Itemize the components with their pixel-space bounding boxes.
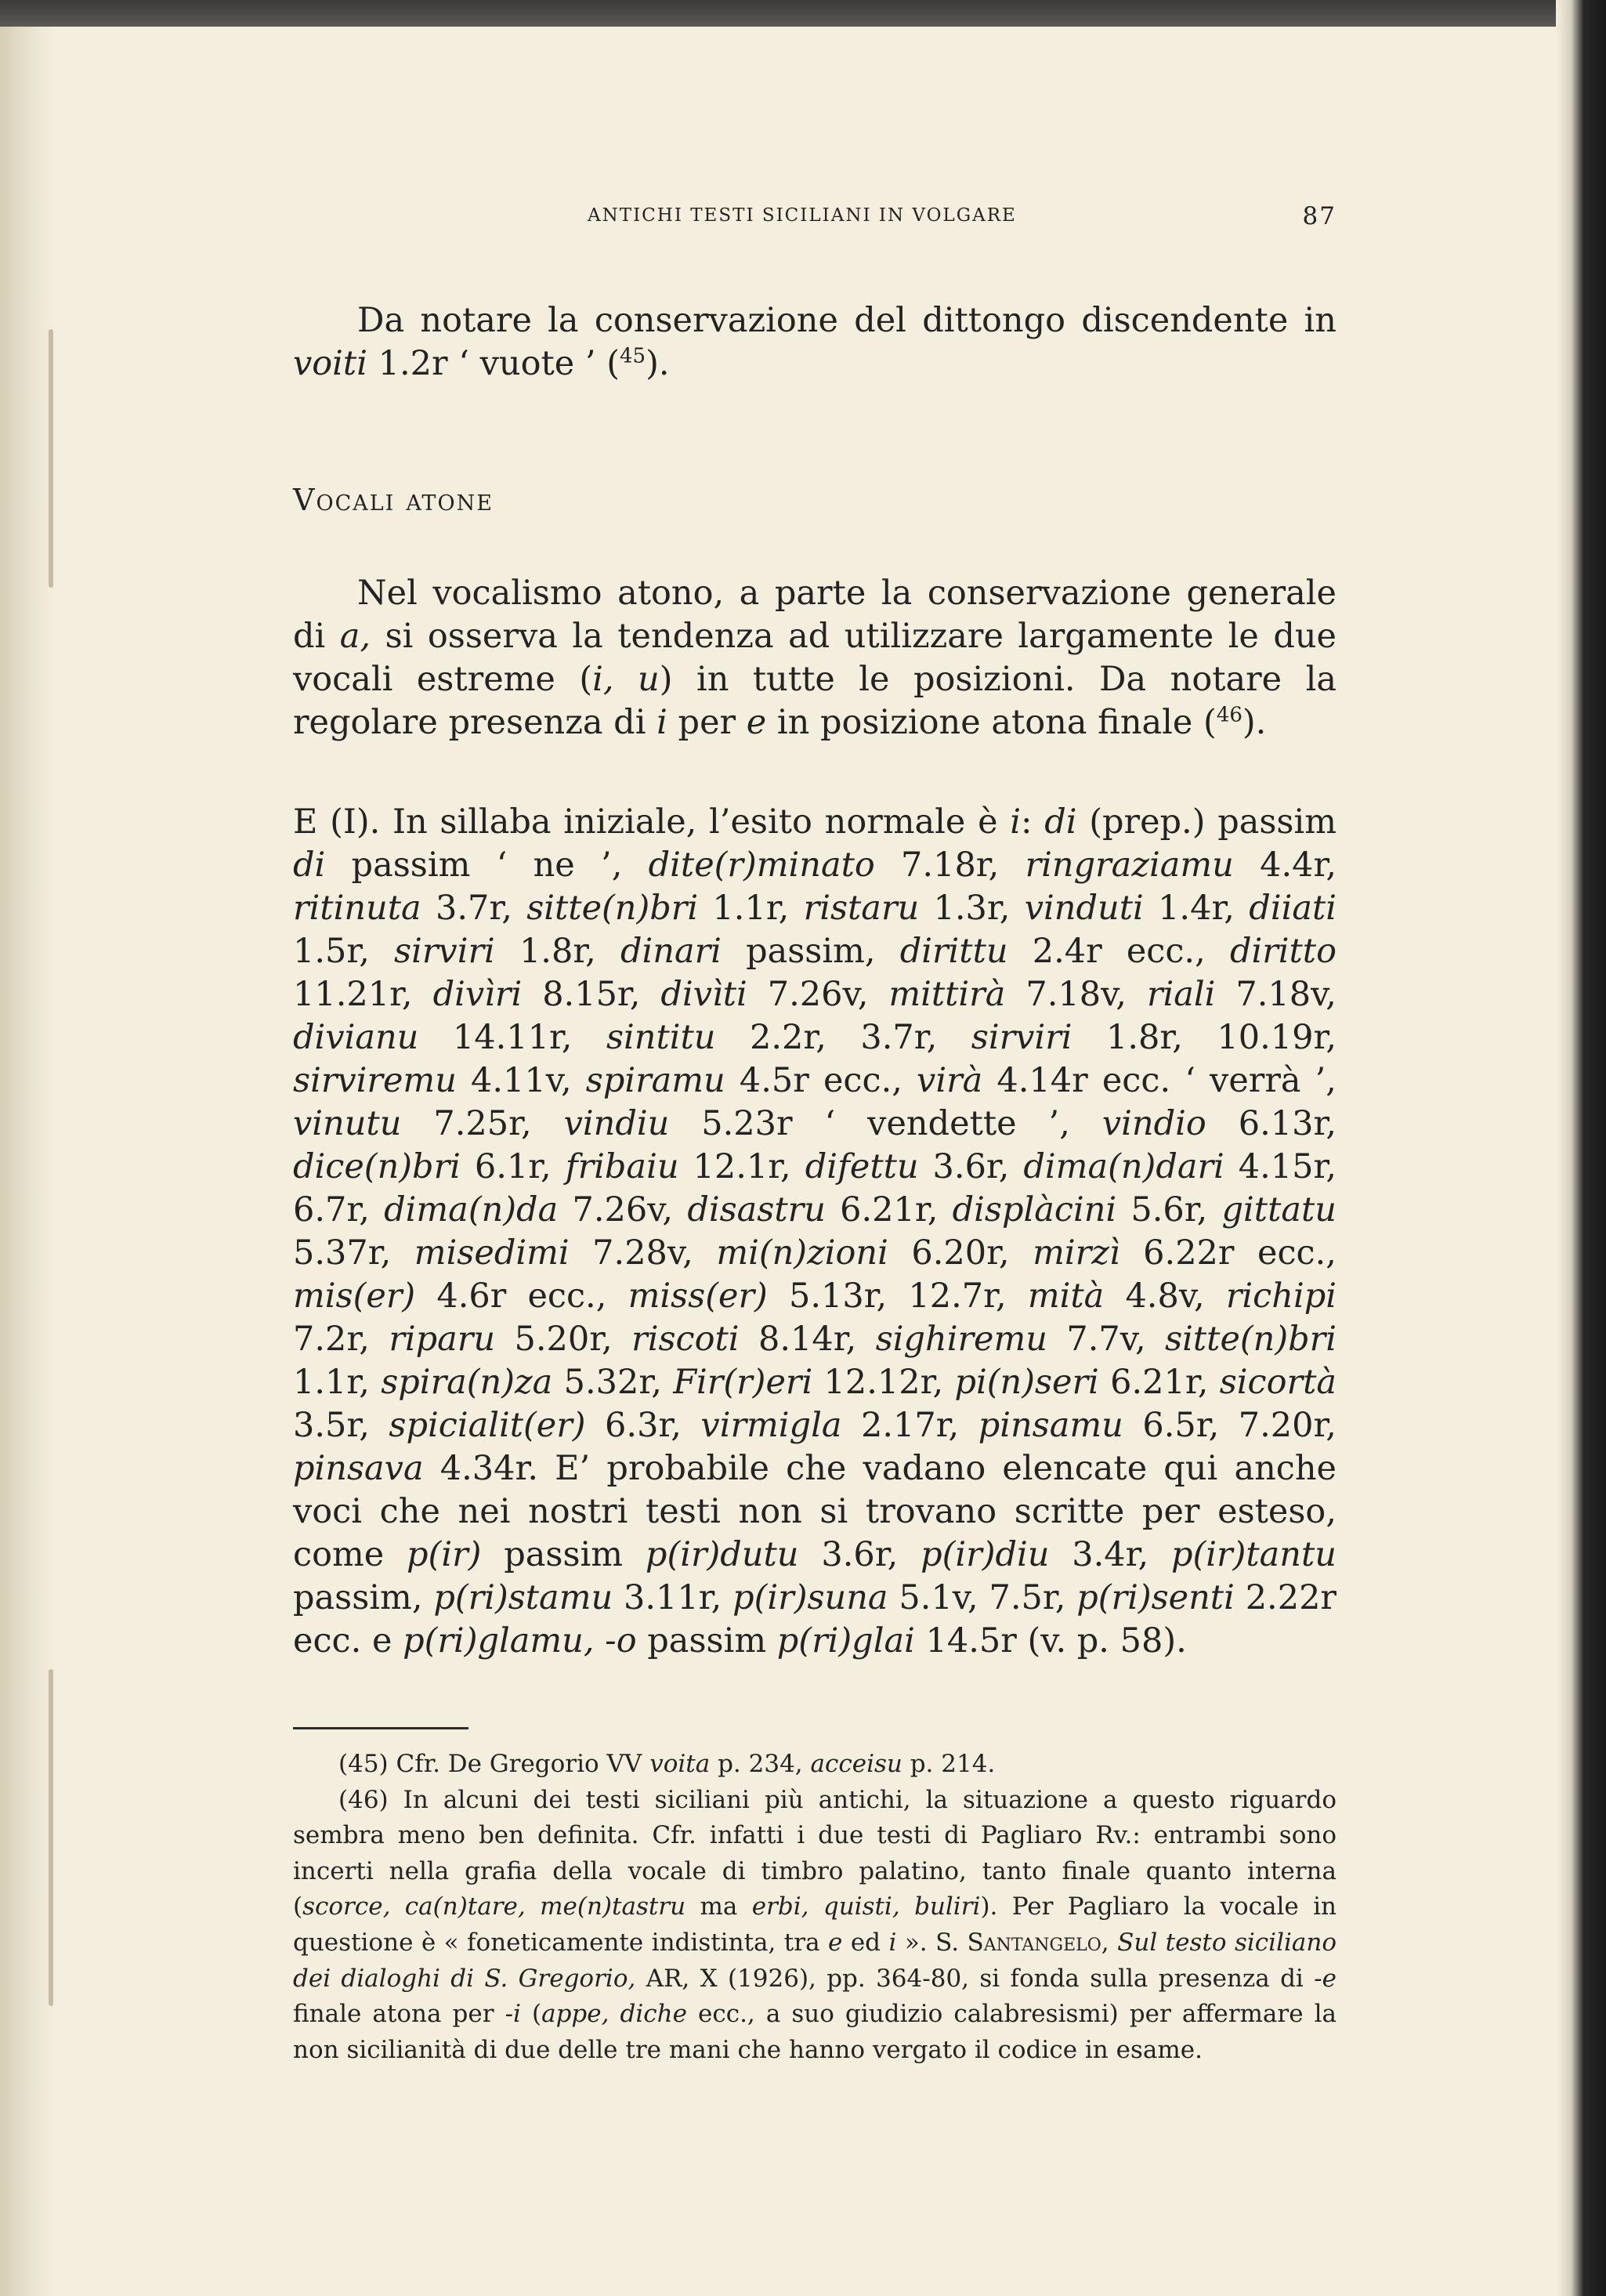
text-run: 7.26v, (558, 1190, 688, 1229)
text-run: 1.3r, (919, 889, 1025, 928)
italic-term: riali (1146, 975, 1216, 1014)
italic-term: spira(n)za (381, 1363, 553, 1402)
text-run: ed (842, 1928, 889, 1957)
italic-term: a, (339, 617, 371, 656)
text-run: Da notare la conservazione del dittongo discendente in (357, 301, 1337, 340)
italic-term: Fir(r)eri (673, 1363, 813, 1402)
italic-term: pi(n)seri (954, 1363, 1099, 1402)
italic-term: sicortà (1219, 1363, 1337, 1402)
text-run: 5.23r ‘ vendette ’, (669, 1104, 1102, 1143)
italic-term: i (657, 703, 667, 742)
text-run: 6.3r, (585, 1406, 701, 1445)
text-run: 12.1r, (678, 1147, 805, 1186)
text-run: 6.13r, (1206, 1104, 1337, 1143)
italic-term: mità (1027, 1277, 1105, 1316)
italic-term: diiati (1249, 889, 1337, 928)
text-run: 4.15r, 6.7r, (293, 1147, 1337, 1229)
text-run: in posizione atona finale ( (766, 703, 1217, 742)
paragraph-diphthong (293, 299, 1337, 386)
italic-term: pinsava (293, 1449, 424, 1488)
italic-term: dinari (620, 932, 722, 971)
text-run: ma (685, 1892, 752, 1921)
italic-term: sintitu (606, 1018, 716, 1057)
text-run: ). (646, 344, 670, 383)
book-page (293, 188, 1337, 2068)
italic-term: sitte(n)bri (1165, 1320, 1337, 1359)
text-run: 2.22r ecc. e (293, 1578, 1337, 1660)
italic-term: disastru (687, 1190, 826, 1229)
text-run: Nel vocalismo atono, a parte la conservazione generale di (293, 574, 1337, 656)
italic-term: mi(n)zioni (716, 1233, 888, 1273)
text-run: 3.11r, (613, 1578, 733, 1617)
text-run: 3.5r, (293, 1406, 389, 1445)
italic-term: ritinuta (293, 889, 421, 928)
italic-term: sirviremu (293, 1061, 457, 1100)
text-run: 6.21r, (1098, 1363, 1220, 1402)
text-run: 1.1r, (293, 1363, 382, 1402)
text-run: 12.12r, (812, 1363, 955, 1402)
text-run: p. 234, (710, 1750, 811, 1778)
section-heading: Vocali atone (293, 483, 494, 517)
italic-term: pinsamu (978, 1406, 1123, 1445)
text-run: 4.8v, (1104, 1277, 1226, 1316)
text-run: 1.4r, (1143, 889, 1250, 928)
italic-term: sirviri (394, 932, 495, 971)
text-run: 5.20r, (495, 1320, 632, 1359)
text-run: 5.13r, 12.7r, (767, 1277, 1028, 1316)
text-run: per (667, 703, 747, 742)
italic-term: p(ri)stamu (433, 1578, 613, 1617)
text-run: 1.1r, (698, 889, 804, 928)
italic-term: diritto (1229, 932, 1337, 971)
italic-term: riscoti (631, 1320, 740, 1359)
text-run: passim ‘ ne ’, (325, 846, 649, 885)
italic-term: voita (649, 1750, 711, 1778)
text-run: 2.17r, (841, 1406, 978, 1445)
italic-term: p(ri)glamu, -o (403, 1621, 637, 1660)
italic-term: virà (917, 1061, 983, 1100)
text-run: 7.26v, (747, 975, 889, 1014)
footnote-ref: 46 (1216, 703, 1242, 727)
footnote-number: (46) (338, 1785, 389, 1814)
scan-right-edge (1556, 0, 1606, 2296)
italic-term: -e (1314, 1964, 1337, 1993)
italic-term: acceisu (810, 1750, 902, 1778)
italic-term: spicialit(er) (389, 1406, 586, 1445)
italic-term: appe, diche (541, 2000, 687, 2029)
text-run: passim (481, 1535, 646, 1574)
text-run (1109, 1928, 1117, 1957)
text-run: 4.11v, (456, 1061, 586, 1100)
italic-term: dirittu (899, 932, 1008, 971)
italic-term: p(ir) (407, 1535, 482, 1574)
italic-term: difettu (805, 1147, 919, 1186)
italic-term: ringraziamu (1025, 846, 1234, 885)
text-run: 3.6r, (918, 1147, 1024, 1186)
text-run: 14.11r, (418, 1018, 606, 1057)
text-run: 7.18v, (1215, 975, 1337, 1014)
text-run: finale atona per (293, 2000, 505, 2029)
italic-term: mirzì (1033, 1233, 1120, 1273)
italic-term: fribaiu (565, 1147, 679, 1186)
italic-term: p(ri)glai (776, 1621, 915, 1660)
text-run: 3.4r, (1049, 1535, 1171, 1574)
text-run: 4.34r. E’ probabile che vadano elencate qui anche voci che nei nostri testi non si trovano scritte per esteso, come (293, 1449, 1337, 1574)
text-run: 5.1v, 7.5r, (888, 1578, 1077, 1617)
text-run: p. 214. (902, 1750, 996, 1778)
text-run: 5.37r, (293, 1233, 414, 1273)
italic-term: scorce, ca(n)tare, me(n)tastru (302, 1892, 686, 1921)
italic-term: sirviri (971, 1018, 1072, 1057)
text-run: ) in tutte le posizioni. Da notare la regolare presenza di (293, 660, 1337, 742)
text-run: si osserva la tendenza ad utilizzare largamente le due vocali estreme ( (293, 617, 1337, 699)
text-run: 8.15r, (522, 975, 661, 1014)
footnote-ref: 45 (619, 344, 646, 368)
text-run: 6.5r, 7.20r, (1123, 1406, 1337, 1445)
italic-term: -i (505, 2000, 521, 2029)
text-run: 7.25r, (401, 1104, 564, 1143)
running-head-title: ANTICHI TESTI SICILIANI IN VOLGARE (588, 205, 1017, 226)
italic-term: displàcini (952, 1190, 1117, 1229)
italic-term: p(ir)diu (921, 1535, 1050, 1574)
text-run: : (1021, 802, 1045, 842)
binding-mark (49, 329, 53, 588)
text-run: 5.32r, (552, 1363, 674, 1402)
text-run: 14.5r (v. p. 58). (914, 1621, 1187, 1660)
italic-term: vindiu (563, 1104, 670, 1143)
text-run: 6.22r ecc., (1119, 1233, 1337, 1273)
text-run: 3.7r, (421, 889, 527, 928)
italic-term: sitte(n)bri (526, 889, 699, 928)
italic-term: vinduti (1024, 889, 1144, 928)
text-run: 7.28v, (569, 1233, 717, 1273)
italic-term: spiramu (585, 1061, 725, 1100)
paragraph-e-i-list (293, 801, 1337, 1663)
italic-term: gittatu (1221, 1190, 1337, 1229)
text-run: ». S. (896, 1928, 968, 1957)
text-run: 3.6r, (798, 1535, 921, 1574)
italic-term: divianu (293, 1018, 419, 1057)
footnote-45 (293, 1747, 1337, 1783)
text-run: 5.6r, (1116, 1190, 1222, 1229)
text-run: 7.18r, (874, 846, 1025, 885)
italic-term: Sul testo siciliano dei dialoghi di S. Gregorio, (293, 1928, 1337, 1993)
text-run: 4.6r ecc., (415, 1277, 628, 1316)
text-run: passim, (721, 932, 900, 971)
italic-term: e (746, 703, 767, 742)
italic-term: e (828, 1928, 843, 1957)
text-run: 8.14r, (739, 1320, 876, 1359)
italic-term: dima(n)da (384, 1190, 559, 1229)
italic-term: i (888, 1928, 897, 1957)
binding-mark (49, 1669, 53, 2006)
text-run: passim (636, 1621, 777, 1660)
text-run: ( (520, 2000, 542, 2029)
italic-term: i (1010, 802, 1022, 842)
text-run: 2.4r ecc., (1007, 932, 1230, 971)
text-run: 6.21r, (825, 1190, 953, 1229)
italic-term: ristaru (803, 889, 920, 928)
text-run: 1.8r, 10.19r, (1072, 1018, 1337, 1057)
italic-term: miss(er) (628, 1277, 768, 1316)
text-run: 6.20r, (888, 1233, 1033, 1273)
footnotes (293, 1747, 1337, 2068)
italic-term: vinutu (293, 1104, 402, 1143)
text-run: passim, (293, 1578, 434, 1617)
text-run: E (I). In sillaba iniziale, l’esito normale è (293, 802, 1011, 842)
italic-term: vindio (1101, 1104, 1206, 1143)
italic-term: mittirà (888, 975, 1006, 1014)
text-run: 6.1r, (460, 1147, 566, 1186)
text-run: AR, X (1926), pp. 364-80, si fonda sulla presenza di (635, 1964, 1315, 1993)
scan-top-edge (0, 0, 1606, 27)
text-run: 11.21r, (293, 975, 433, 1014)
italic-term: divìri (432, 975, 523, 1014)
text-run: 1.2r ‘ vuote ’ ( (367, 344, 620, 383)
italic-term: sighiremu (875, 1320, 1047, 1359)
page-number: 87 (1302, 202, 1337, 230)
text-run: ecc., a suo giudizio calabresismi) per affermare la non sicilianità di due delle tre mani che hanno vergato il codice in esame. (293, 2000, 1337, 2064)
italic-term: di (1044, 802, 1077, 842)
text-run: 2.2r, 3.7r, (715, 1018, 971, 1057)
italic-term: erbi, quisti, buliri (751, 1892, 981, 1921)
text-run: 1.5r, (293, 932, 395, 971)
italic-term: riparu (389, 1320, 496, 1359)
italic-term: dice(n)bri (293, 1147, 461, 1186)
italic-term: virmigla (700, 1406, 842, 1445)
text-run: (prep.) passim (1076, 802, 1337, 842)
italic-term: i, u (592, 660, 660, 699)
text-run: 1.8r, (494, 932, 620, 971)
text-run: In alcuni dei testi siciliani più antichi, la situazione a questo riguardo sembra meno ben definita. Cfr. infatti i due testi di Pagliaro Rv.: entrambi sono incerti nella grafia della vocale di timbro palatino, tanto finale quanto interna ( (293, 1785, 1337, 1921)
italic-term: richipi (1225, 1277, 1337, 1316)
italic-term: dima(n)dari (1023, 1147, 1224, 1186)
italic-term: p(ir)suna (732, 1578, 888, 1617)
text-run: 7.18v, (1005, 975, 1147, 1014)
author-name: Santangelo, (967, 1928, 1109, 1957)
italic-term: misedimi (414, 1233, 570, 1273)
footnote-rule (293, 1727, 468, 1729)
text-run: 4.5r ecc., (725, 1061, 917, 1100)
text-run: 7.2r, (293, 1320, 389, 1359)
running-head (293, 188, 1337, 232)
text-run: 4.4r, (1233, 846, 1337, 885)
italic-term: di (293, 846, 326, 885)
italic-term: p(ri)senti (1076, 1578, 1235, 1617)
text-run: 4.14r ecc. ‘ verrà ’, (982, 1061, 1337, 1100)
text-run: ). (1242, 703, 1267, 742)
italic-term: mis(er) (293, 1277, 416, 1316)
italic-term: p(ir)tantu (1171, 1535, 1337, 1574)
text-run: ). Per Pagliaro la vocale in questione è « foneticamente indistinta, tra (293, 1892, 1337, 1957)
footnote-46 (293, 1783, 1337, 2069)
text-run: Cfr. De Gregorio VV (388, 1750, 650, 1778)
italic-term: divìti (660, 975, 747, 1014)
italic-term: voiti (293, 344, 367, 383)
footnote-number: (45) (338, 1750, 389, 1778)
italic-term: p(ir)dutu (645, 1535, 799, 1574)
italic-term: dite(r)minato (648, 846, 875, 885)
paragraph-vocalismo (293, 572, 1337, 744)
text-run: 7.7v, (1047, 1320, 1166, 1359)
